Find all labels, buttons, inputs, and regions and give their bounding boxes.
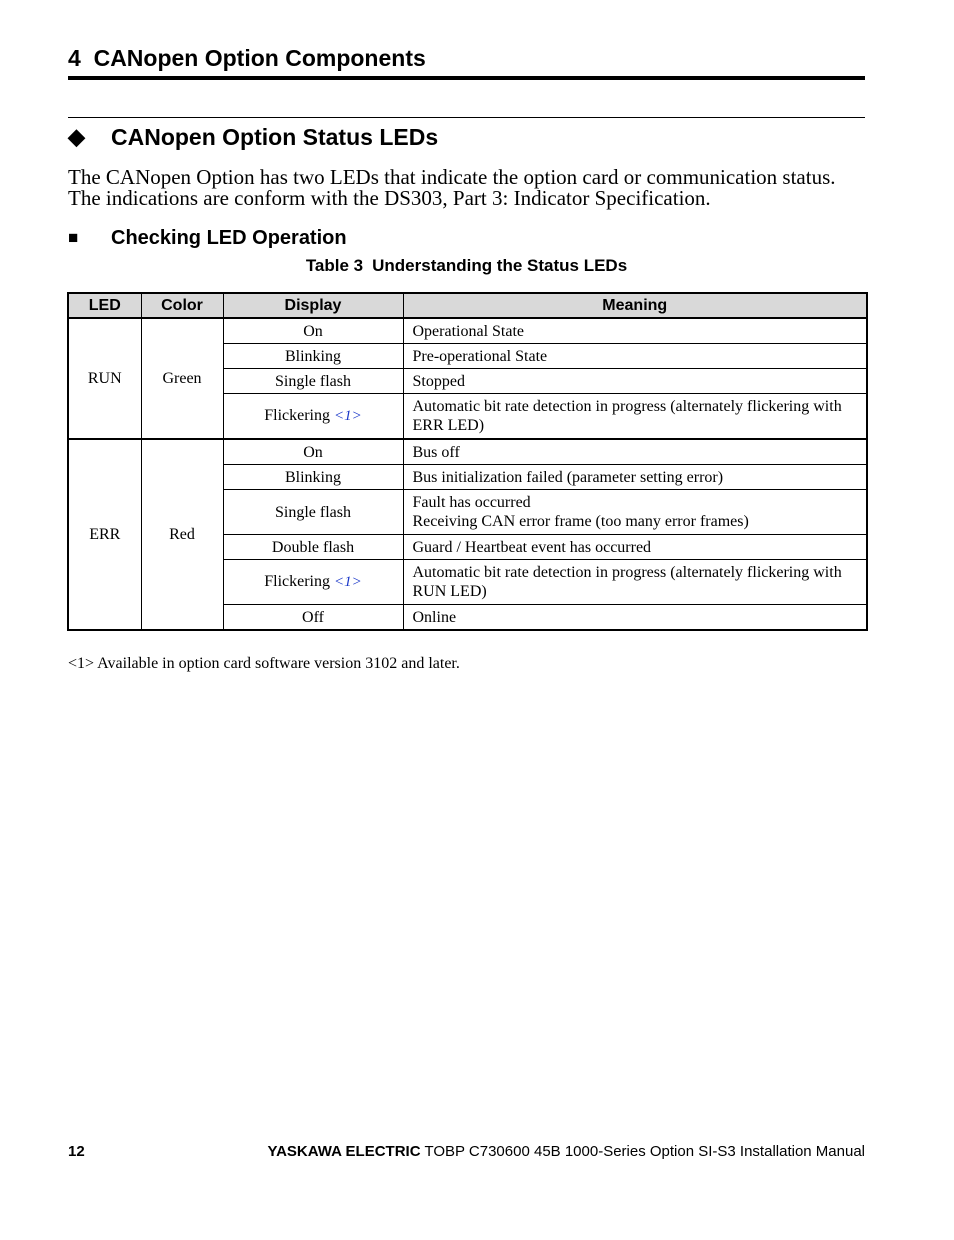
color-cell-red: Red (141, 439, 223, 630)
header-color: Color (141, 293, 223, 318)
page-number: 12 (68, 1143, 85, 1160)
led-cell-err: ERR (68, 439, 141, 630)
meaning-line-1: Automatic bit rate detection in progress (alternately flickering with (412, 564, 842, 581)
display-cell (223, 560, 403, 605)
section-title: CANopen Option Status LEDs (111, 124, 439, 150)
color-cell-green: Green (141, 318, 223, 439)
footnote-ref-link[interactable]: <1> (334, 408, 362, 424)
intro-line-2: The indications are conform with the DS303, Part 3: Indicator Specification. (68, 186, 711, 210)
display-cell: Single flash (223, 369, 403, 394)
table-row (68, 318, 867, 344)
meaning-line-2: Receiving CAN error frame (too many error frames) (412, 513, 749, 530)
meaning-cell: Pre-operational State (403, 344, 867, 369)
footer-brand: YASKAWA ELECTRIC (267, 1143, 421, 1160)
square-bullet-icon: ■ (68, 228, 79, 247)
meaning-line-1: Fault has occurred (412, 494, 531, 511)
meaning-cell: Operational State (403, 318, 867, 344)
display-cell: Blinking (223, 344, 403, 369)
meaning-cell: Guard / Heartbeat event has occurred (403, 535, 867, 560)
header-meaning: Meaning (403, 293, 867, 318)
meaning-cell: Bus off (403, 439, 867, 465)
meaning-line-1: Automatic bit rate detection in progress (alternately flickering with (412, 398, 842, 415)
display-cell (223, 394, 403, 440)
meaning-cell (403, 560, 867, 605)
chapter-rule (68, 76, 865, 80)
chapter-number: 4 (68, 45, 81, 71)
section-rule (68, 117, 865, 118)
table-caption (68, 255, 865, 277)
meaning-cell (403, 490, 867, 535)
footer-document-title (267, 1142, 865, 1162)
table-row (68, 439, 867, 465)
meaning-cell (403, 394, 867, 440)
footnote: <1> Available in option card software version 3102 and later. (68, 655, 460, 672)
display-cell: Blinking (223, 465, 403, 490)
display-cell: On (223, 318, 403, 344)
chapter-heading (68, 44, 865, 72)
display-cell: On (223, 439, 403, 465)
diamond-bullet-icon: ◆ (68, 124, 85, 149)
intro-paragraph (68, 167, 868, 209)
table-caption-title: Understanding the Status LEDs (372, 256, 628, 275)
display-text: Flickering (264, 407, 330, 424)
header-led: LED (68, 293, 141, 318)
table-header-row (68, 293, 867, 318)
subsection-title: Checking LED Operation (111, 227, 347, 249)
meaning-cell: Online (403, 605, 867, 631)
meaning-line-2: RUN LED) (412, 583, 487, 600)
display-cell: Double flash (223, 535, 403, 560)
led-cell-run: RUN (68, 318, 141, 439)
display-cell: Single flash (223, 490, 403, 535)
meaning-cell: Bus initialization failed (parameter setting error) (403, 465, 867, 490)
header-display: Display (223, 293, 403, 318)
meaning-line-2: ERR LED) (412, 417, 485, 434)
display-text: Flickering (264, 573, 330, 590)
meaning-cell: Stopped (403, 369, 867, 394)
footnote-ref-link[interactable]: <1> (334, 574, 362, 590)
intro-line-1: The CANopen Option has two LEDs that indicate the option card or communication status. (68, 165, 836, 189)
table-caption-number: Table 3 (305, 256, 364, 275)
status-led-table (67, 292, 868, 631)
footer-doc-name: TOBP C730600 45B 1000-Series Option SI-S3 Installation Manual (424, 1143, 865, 1160)
display-cell: Off (223, 605, 403, 631)
chapter-title: CANopen Option Components (93, 45, 426, 71)
section-heading (68, 122, 865, 152)
subsection-heading (68, 225, 865, 251)
